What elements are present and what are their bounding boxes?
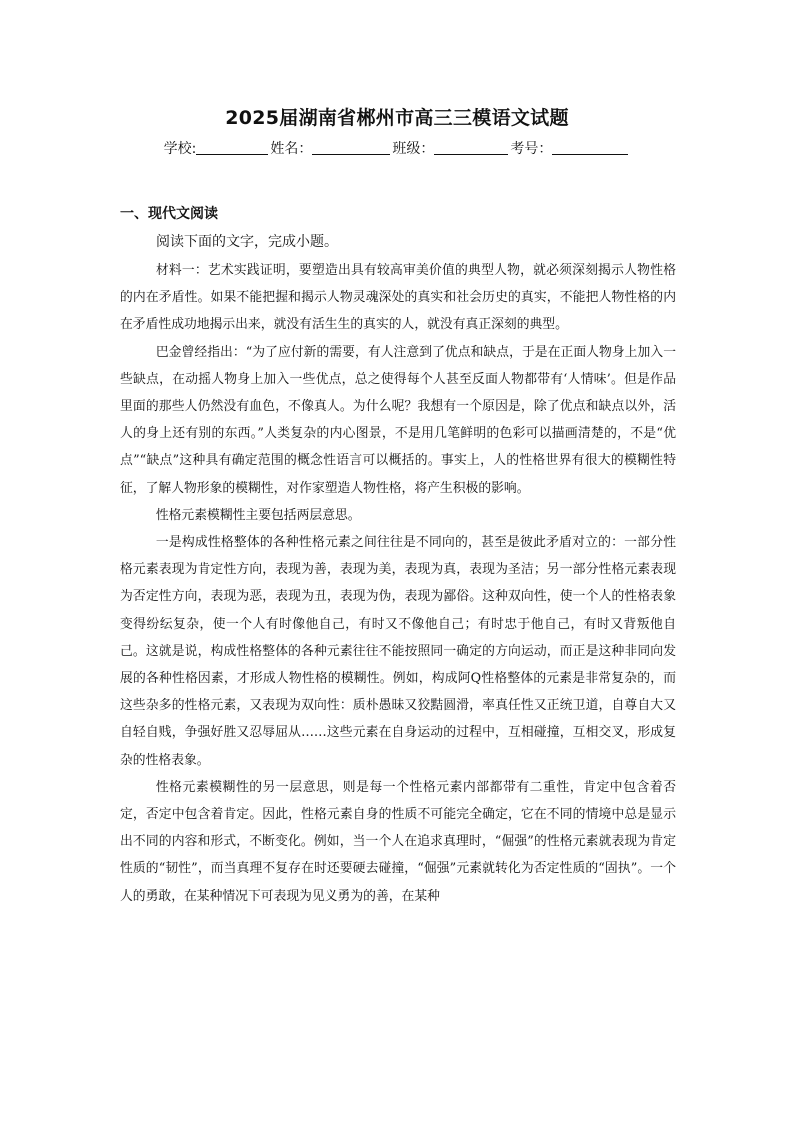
name-field bbox=[270, 138, 392, 158]
student-info-line bbox=[0, 138, 794, 158]
class-blank bbox=[434, 140, 508, 155]
passage-paragraph: 材料一：艺术实践证明，要塑造出具有较高审美价值的典型人物，就必须深刻揭示人物性格的内在矛盾性。如果不能把握和揭示人物灵魂深处的真实和社会历史的真实，不能把人物性格的内在矛盾性成功地揭示出来，就没有活生生的真实的人，就没有真正深刻的典型。 bbox=[120, 263, 676, 333]
section-heading: 一、现代文阅读 bbox=[120, 206, 218, 222]
exam-number-label: 考号： bbox=[510, 141, 553, 157]
school-label: 学校: bbox=[163, 141, 197, 157]
exam-number-field bbox=[510, 138, 630, 158]
school-field bbox=[164, 138, 271, 158]
exam-title: 2025届湖南省郴州市高三三模语文试题 bbox=[225, 107, 569, 129]
passage-paragraph: 性格元素模糊性的另一层意思，则是每一个性格元素内部都带有二重性，肯定中包含着否定，否定中包含着肯定。因此，性格元素自身的性质不可能完全确定，它在不同的情境中总是显示出不同的内容和形式，不断变化。例如，当一个人在追求真理时，“倔强”的性格元素就表现为肯定性质的“韧性”，而当真理不复存在时还要硬去碰撞，“倔强”元素就转化为否定性质的“固执”。一个人的勇敢，在某种情况下可表现为见义勇为的善，在某种 bbox=[120, 779, 676, 904]
reading-passage bbox=[120, 257, 676, 910]
instruction-text: 阅读下面的文字，完成小题。 bbox=[156, 234, 338, 250]
name-blank bbox=[312, 140, 390, 155]
exam-number-blank bbox=[552, 140, 628, 155]
passage-paragraph: 性格元素模糊性主要包括两层意思。 bbox=[155, 507, 361, 523]
passage-paragraph: 巴金曾经指出：“为了应付新的需要，有人注意到了优点和缺点，于是在正面人物身上加入一些缺点，在动摇人物身上加入一些优点，总之使得每个人甚至反面人物都带有‘人情味’。但是作品里面的那些人仍然没有血色，不像真人。为什么呢？我想有一个原因是，除了优点和缺点以外，活人的身上还有别的东西。”人类复杂的内心图景，不是用几笔鲜明的色彩可以描画清楚的，不是“优点”“缺点”这种具有确定范围的概念性语言可以概括的。事实上，人的性格世界有很大的模糊性特征，了解人物形象的模糊性，对作家塑造人物性格，将产生积极的影响。 bbox=[120, 344, 676, 496]
name-label: 姓名： bbox=[270, 141, 313, 157]
class-label: 班级： bbox=[392, 141, 435, 157]
school-blank bbox=[196, 140, 268, 155]
passage-paragraph: 一是构成性格整体的各种性格元素之间往往是不同向的，甚至是彼此矛盾对立的：一部分性格元素表现为肯定性方向，表现为善，表现为美，表现为真，表现为圣洁；另一部分性格元素表现为否定性方向，表现为恶，表现为丑，表现为伪，表现为鄙俗。这种双向性，使一个人的性格表象变得纷纭复杂，使一个人有时像他自己，有时又不像他自己；有时忠于他自己，有时又背叛他自己。这就是说，构成性格整体的各种元素往往不能按照同一确定的方向运动，而正是这种非同向发展的各种性格因素，才形成人物性格的模糊性。例如，构成阿Q性格整体的元素是非常复杂的，而这些杂多的性格元素，又表现为双向性：质朴愚昧又狡黠圆滑，率真任性又正统卫道，自尊自大又自轻自贱，争强好胜又忍辱屈从……这些元素在自身运动的过程中，互相碰撞，互相交叉，形成复杂的性格表象。 bbox=[120, 535, 676, 768]
class-field bbox=[392, 138, 510, 158]
